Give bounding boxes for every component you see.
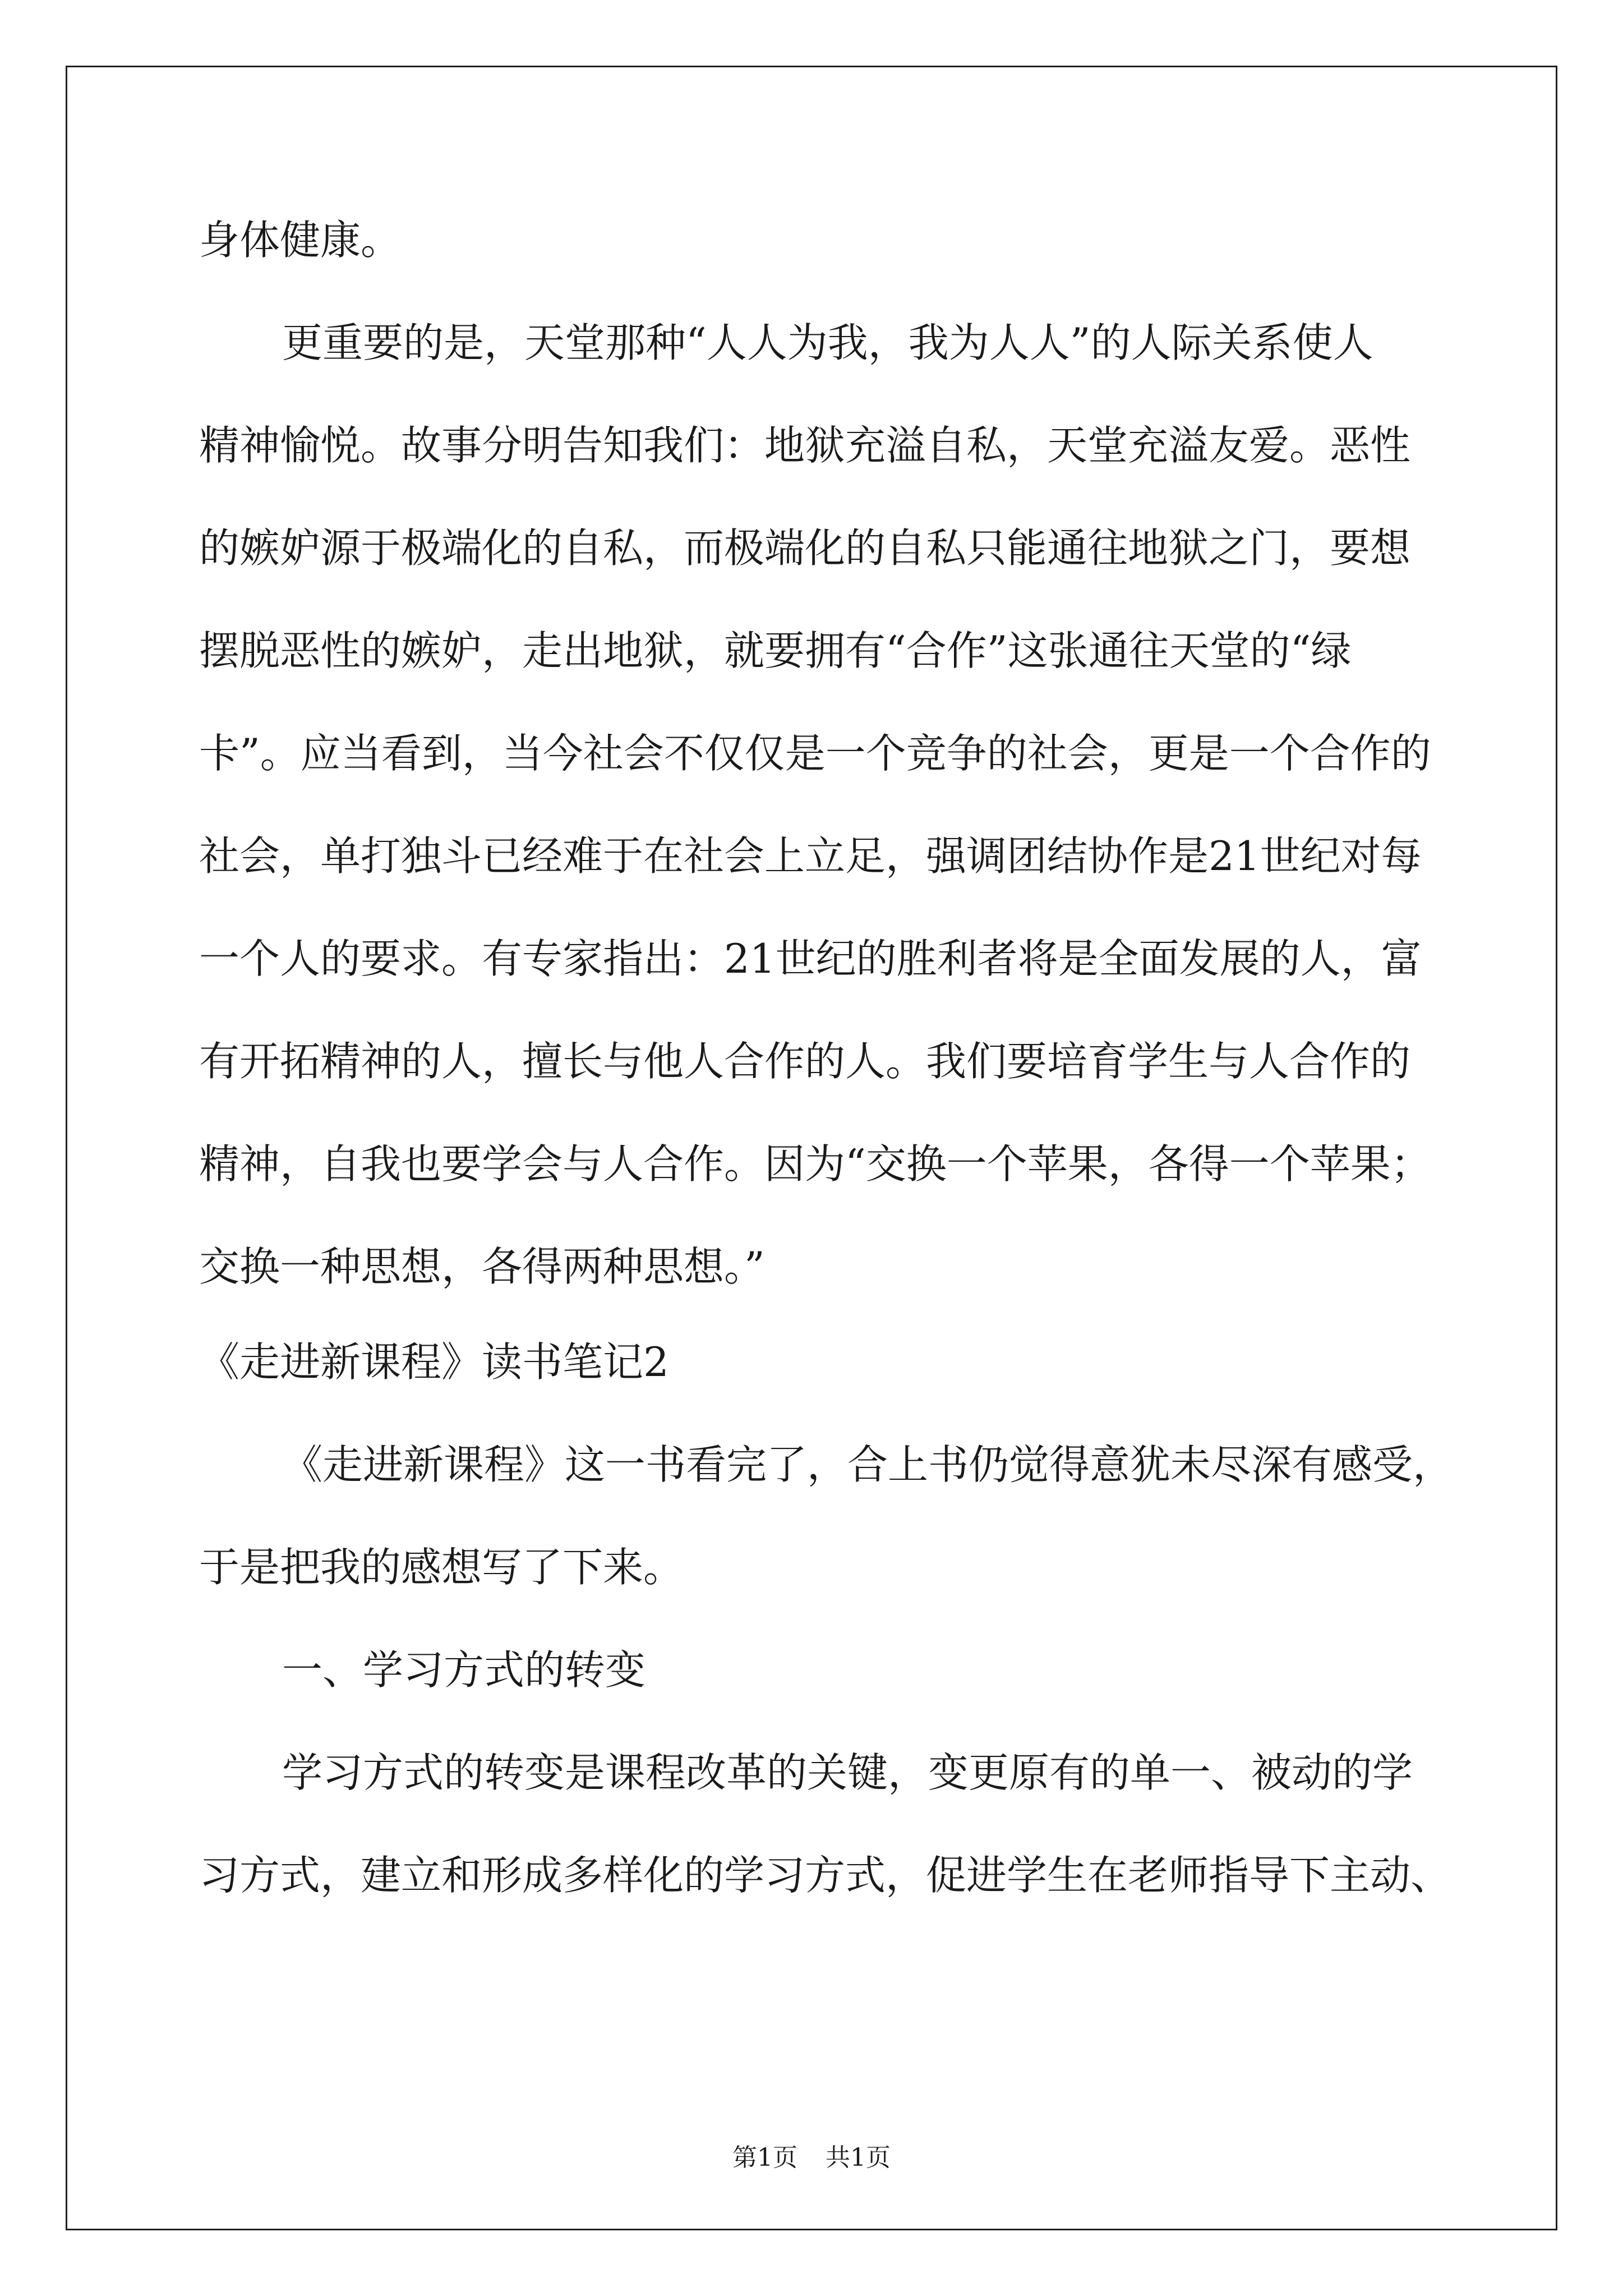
page-number-current: 第1页 xyxy=(732,2143,797,2172)
text-line: 摆脱恶性的嫉妒，走出地狱，就要拥有“合作”这张通往天堂的“绿 xyxy=(199,627,1352,674)
section-heading: 《走进新课程》读书笔记2 xyxy=(199,1338,669,1386)
text-line: 更重要的是，天堂那种“人人为我，我为人人”的人际关系使人 xyxy=(282,319,1373,366)
page-number-total: 共1页 xyxy=(826,2143,891,2172)
text-line: 有开拓精神的人，擅长与他人合作的人。我们要培育学生与人合作的 xyxy=(199,1038,1411,1085)
text-line: 精神，自我也要学会与人合作。因为“交换一个苹果，各得一个苹果； xyxy=(199,1140,1431,1188)
text-line: 卡”。应当看到，当今社会不仅仅是一个竞争的社会，更是一个合作的 xyxy=(199,730,1431,777)
subsection-heading: 一、学习方式的转变 xyxy=(282,1646,646,1694)
text-line: 的嫉妒源于极端化的自私，而极端化的自私只能通往地狱之门，要想 xyxy=(199,524,1411,572)
page-footer xyxy=(0,2141,1623,2175)
text-line: 精神愉悦。故事分明告知我们：地狱充溢自私，天堂充溢友爱。恶性 xyxy=(199,422,1411,469)
text-line: 交换一种思想，各得两种思想。” xyxy=(199,1243,765,1290)
text-line: 于是把我的感想写了下来。 xyxy=(199,1544,684,1591)
text-line: 一个人的要求。有专家指出：21世纪的胜利者将是全面发展的人，富 xyxy=(199,935,1422,982)
text-line: 习方式，建立和形成多样化的学习方式，促进学生在老师指导下主动、 xyxy=(199,1852,1451,1899)
text-line: 社会，单打独斗已经难于在社会上立足，强调团结协作是21世纪对每 xyxy=(199,832,1422,880)
text-line: 学习方式的转变是课程改革的关键，变更原有的单一、被动的学 xyxy=(282,1749,1413,1796)
text-line: 身体健康。 xyxy=(199,217,402,264)
text-line: 《走进新课程》这一书看完了，合上书仍觉得意犹未尽深有感受， xyxy=(282,1441,1454,1488)
